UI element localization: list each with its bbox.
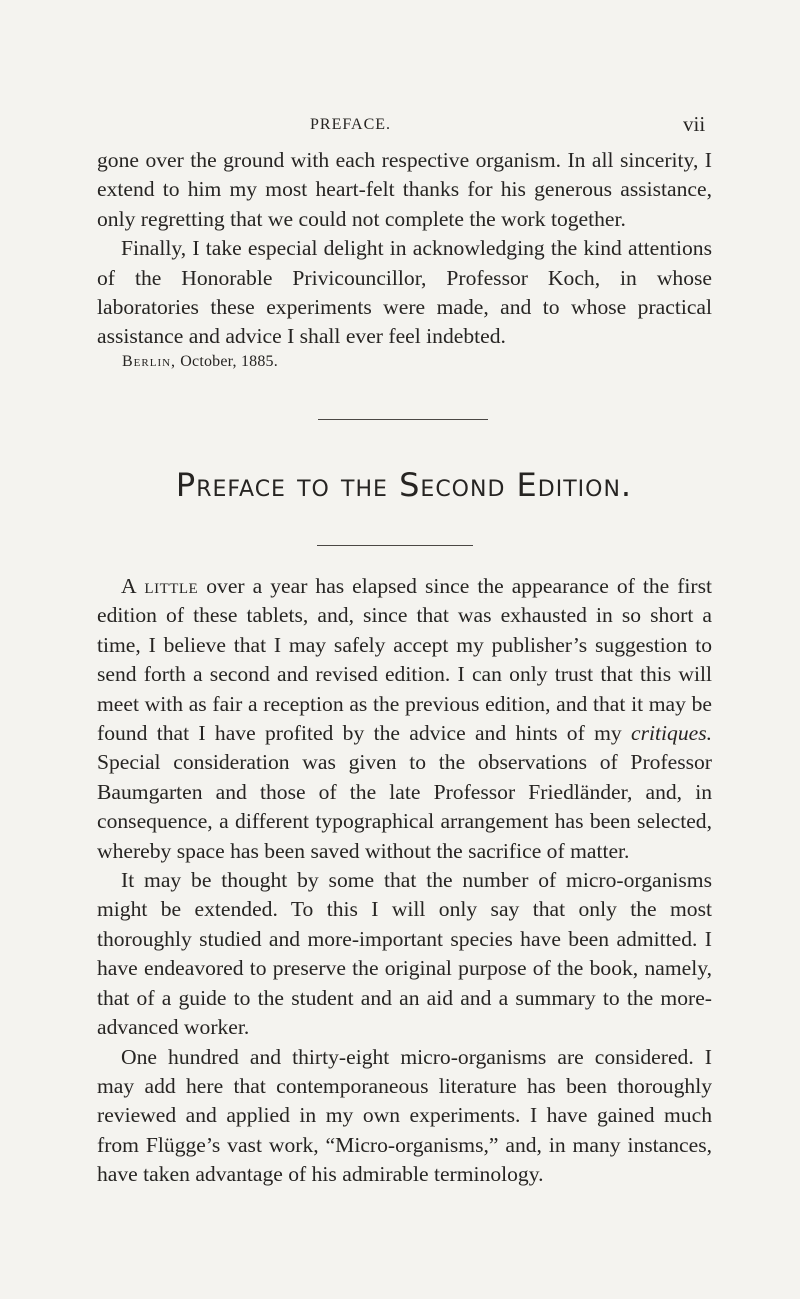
paragraph-acknowledgment: Finally, I take especial delight in acknowledging the kind attentions of the Honorable Privicouncillor, Professor Koch, in whose laboratories these experiments were made, and to whose practical assistance and advice I shall ever feel indebted.: [97, 236, 712, 349]
running-head: [0, 112, 800, 140]
signoff-city: Berlin,: [122, 353, 177, 370]
running-title: PREFACE.: [310, 116, 392, 133]
paragraph-text-part2: Special consideration was given to the observations of Professor Baumgarten and those of the late Professor Friedländer, and, in consequence, a different typographical arrangement has been selected, whereby space has been saved without the sacrifice of matter.: [97, 750, 712, 863]
paragraph-second-edition: [97, 572, 712, 866]
second-preface-text: [97, 572, 712, 1190]
paragraph-text-part1: over a year has elapsed since the appearance of the first edition of these tablets, and, since that was exhausted in so short a time, I believe that I may safely accept my publisher’s suggestion to send forth a second and revised edition. I can only trust that this will meet with as fair a reception as the previous edition, and that it may be found that I have profited by the advice and hints of my: [97, 574, 712, 746]
section-heading: Preface to the Second Edition.: [175, 466, 633, 504]
paragraph-continued: gone over the ground with each respective organism. In all sincerity, I extend to him my most heart-felt thanks for his generous assistance, only regretting that we could not complete the work together.: [97, 148, 712, 231]
signoff: [122, 353, 278, 371]
first-preface-text: [97, 146, 712, 352]
signoff-date: October, 1885.: [180, 353, 278, 370]
paragraph-literature: One hundred and thirty-eight micro-organisms are considered. I may add here that contemporaneous literature has been thoroughly reviewed and applied in my own experiments. I have gained much from Flügge’s vast work, “Micro-organisms,” and, in many instances, have taken advantage of his admirable terminology.: [97, 1044, 712, 1187]
italic-word: critiques.: [631, 721, 712, 746]
divider-rule-bottom: [317, 545, 473, 546]
page-number: vii: [683, 112, 706, 136]
divider-rule-top: [318, 419, 488, 420]
lead-in: A little: [121, 574, 199, 598]
paragraph-scope: It may be thought by some that the number of micro-organisms might be extended. To this I will only say that only the most thoroughly studied and more-important species have been admitted. I have endeavored to preserve the original purpose of the book, namely, that of a guide to the student and an aid and a summary to the more-advanced worker.: [97, 868, 712, 1040]
